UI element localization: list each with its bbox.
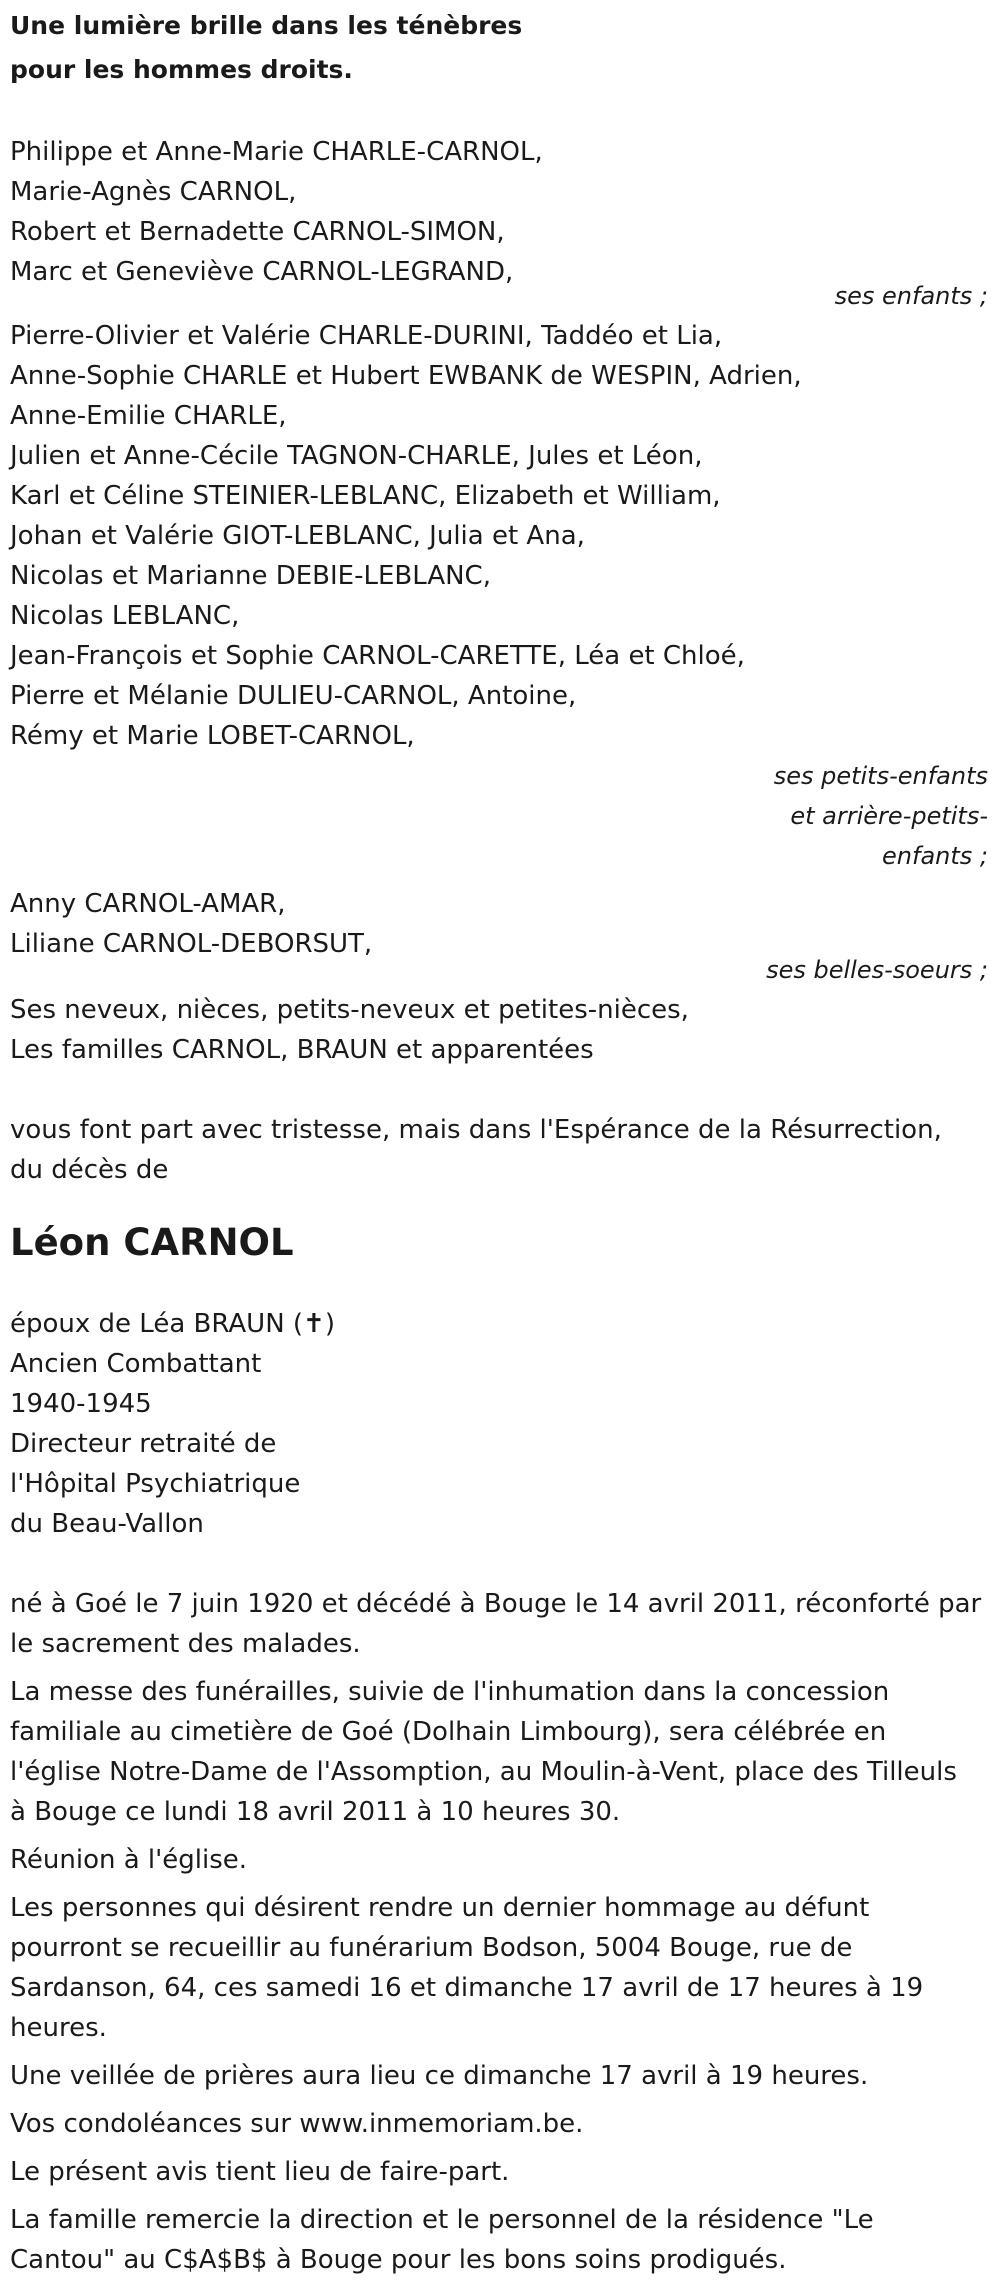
condolences-paragraph: [10, 2104, 990, 2144]
deceased-name: Léon CARNOL: [10, 1221, 294, 1264]
meeting-paragraph: [10, 1840, 990, 1880]
relationship-label: ses belles-soeurs ;: [766, 956, 988, 984]
paragraph-line: le sacrement des malades.: [10, 1629, 361, 1659]
family-name-line: Karl et Céline STEINIER-LEBLANC, Elizabeth et William,: [10, 481, 721, 511]
paragraph-line: l'église Notre-Dame de l'Assomption, au Moulin-à-Vent, place des Tilleuls: [10, 1757, 957, 1787]
family-name-line: Robert et Bernadette CARNOL-SIMON,: [10, 217, 505, 247]
family-name-line: Anne-Emilie CHARLE,: [10, 401, 287, 431]
grandchildren-section: [10, 316, 990, 876]
family-name-line: Anny CARNOL-AMAR,: [10, 889, 286, 919]
deceased-details: [10, 1304, 990, 1544]
relatives-line: Les familles CARNOL, BRAUN et apparentées: [10, 1035, 594, 1065]
paragraph-line: Sardanson, 64, ces samedi 16 et dimanche 17 avril de 17 heures à 19: [10, 1973, 924, 2003]
relationship-label: ses enfants ;: [834, 282, 988, 310]
detail-line: l'Hôpital Psychiatrique: [10, 1469, 301, 1499]
epigraph: [10, 0, 990, 92]
paragraph-line: heures.: [10, 2013, 107, 2043]
family-name-line: Julien et Anne-Cécile TAGNON-CHARLE, Jules et Léon,: [10, 441, 703, 471]
family-name-line: Pierre et Mélanie DULIEU-CARNOL, Antoine,: [10, 681, 577, 711]
announcement: [10, 1110, 990, 1190]
obituary-notice: [10, 0, 990, 2280]
paragraph-line: familiale au cimetière de Goé (Dolhain Limbourg), sera célébrée en: [10, 1717, 887, 1747]
detail-line: du Beau-Vallon: [10, 1509, 204, 1539]
paragraph-line: Cantou" au C$A$B$ à Bouge pour les bons soins prodigués.: [10, 2245, 787, 2275]
visitation-paragraph: [10, 1888, 990, 2048]
paragraph-line: pourront se recueillir au funérarium Bodson, 5004 Bouge, rue de: [10, 1933, 853, 1963]
relationship-label: enfants ;: [882, 842, 988, 870]
paragraph-line: Réunion à l'église.: [10, 1845, 248, 1875]
family-name-line: Philippe et Anne-Marie CHARLE-CARNOL,: [10, 137, 543, 167]
birth-death-paragraph: [10, 1584, 990, 1664]
family-name-line: Anne-Sophie CHARLE et Hubert EWBANK de WESPIN, Adrien,: [10, 361, 802, 391]
sisters-in-law-section: [10, 884, 990, 990]
announcement-line: du décès de: [10, 1155, 169, 1185]
relationship-label: et arrière-petits-: [790, 802, 988, 830]
family-name-line: Liliane CARNOL-DEBORSUT,: [10, 929, 373, 959]
funeral-paragraph: [10, 1672, 990, 1832]
detail-line: 1940-1945: [10, 1389, 152, 1419]
family-name-line: Pierre-Olivier et Valérie CHARLE-DURINI, Taddéo et Lia,: [10, 321, 723, 351]
paragraph-line: né à Goé le 7 juin 1920 et décédé à Bouge le 14 avril 2011, réconforté par: [10, 1589, 982, 1619]
paragraph-line: La famille remercie la direction et le personnel de la résidence "Le: [10, 2205, 874, 2235]
vigil-paragraph: [10, 2056, 990, 2096]
family-name-line: Rémy et Marie LOBET-CARNOL,: [10, 721, 415, 751]
detail-line: Directeur retraité de: [10, 1429, 277, 1459]
relatives-section: [10, 990, 990, 1070]
epigraph-line: pour les hommes droits.: [10, 55, 353, 84]
relationship-label: ses petits-enfants: [773, 762, 988, 790]
children-section: [10, 132, 990, 316]
notice-paragraph: [10, 2152, 990, 2192]
family-name-line: Marie-Agnès CARNOL,: [10, 177, 297, 207]
paragraph-line: à Bouge ce lundi 18 avril 2011 à 10 heures 30.: [10, 1797, 621, 1827]
paragraph-line: La messe des funérailles, suivie de l'inhumation dans la concession: [10, 1677, 890, 1707]
family-name-line: Johan et Valérie GIOT-LEBLANC, Julia et Ana,: [10, 521, 585, 551]
announcement-line: vous font part avec tristesse, mais dans l'Espérance de la Résurrection,: [10, 1115, 942, 1145]
family-name-line: Nicolas LEBLANC,: [10, 601, 240, 631]
paragraph-line: Vos condoléances sur www.inmemoriam.be.: [10, 2109, 584, 2139]
family-name-line: Marc et Geneviève CARNOL-LEGRAND,: [10, 257, 514, 287]
relatives-line: Ses neveux, nièces, petits-neveux et petites-nièces,: [10, 995, 689, 1025]
paragraph-line: Les personnes qui désirent rendre un dernier hommage au défunt: [10, 1893, 870, 1923]
paragraph-line: Une veillée de prières aura lieu ce dimanche 17 avril à 19 heures.: [10, 2061, 869, 2091]
epigraph-line: Une lumière brille dans les ténèbres: [10, 11, 523, 40]
family-name-line: Nicolas et Marianne DEBIE-LEBLANC,: [10, 561, 491, 591]
family-name-line: Jean-François et Sophie CARNOL-CARETTE, Léa et Chloé,: [10, 641, 745, 671]
detail-line: époux de Léa BRAUN (✝): [10, 1309, 335, 1339]
thanks-paragraph: [10, 2200, 990, 2280]
paragraph-line: Le présent avis tient lieu de faire-part.: [10, 2157, 510, 2187]
detail-line: Ancien Combattant: [10, 1349, 262, 1379]
